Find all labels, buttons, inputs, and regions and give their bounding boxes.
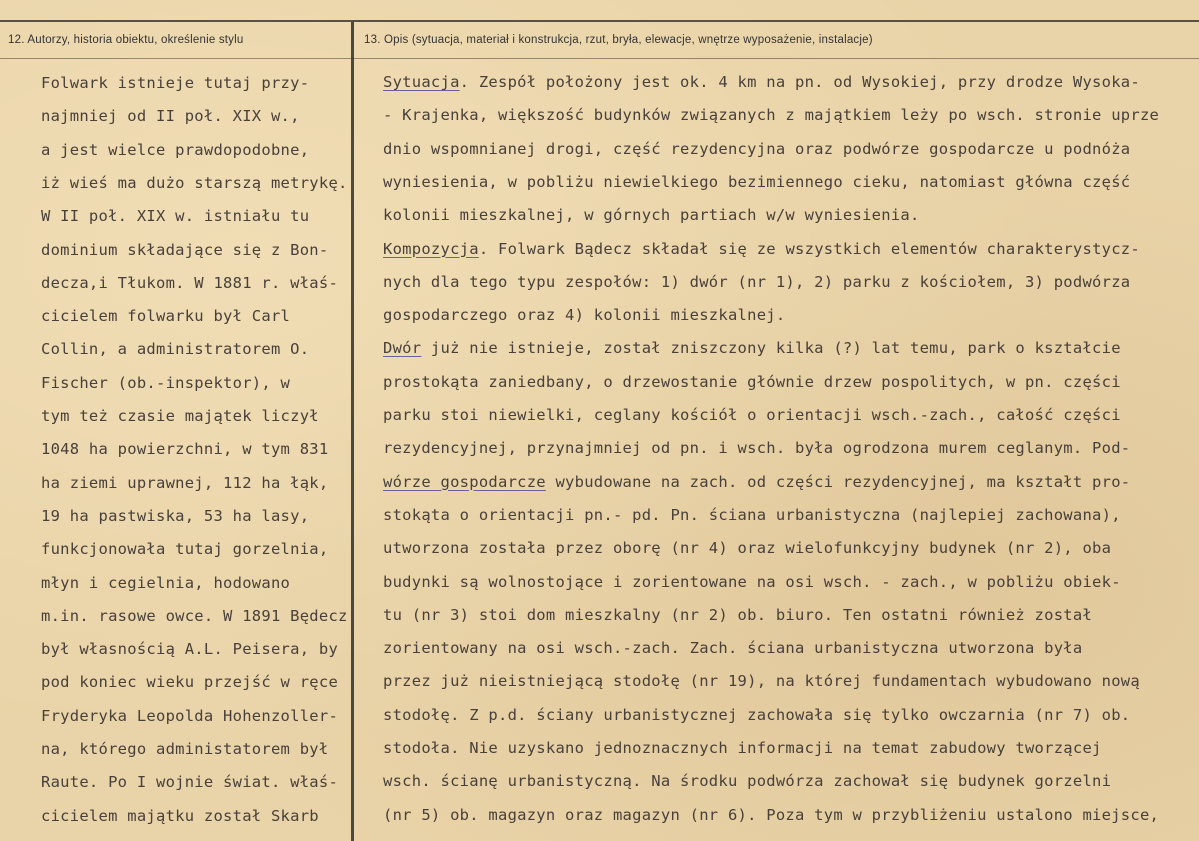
- description-text-line: [383, 572, 1121, 592]
- line-text: budynki są wolnostojące i zorientowane na osi wsch. - zach., w pobliżu obiek-: [383, 572, 1121, 591]
- line-text: wsch. ścianę urbanistyczną. Na środku podwórza zachował się budynek gorzelni: [383, 772, 1112, 791]
- line-text: gospodarczego oraz 4) kolonii mieszkalnej.: [383, 306, 786, 325]
- description-text-line: [383, 372, 1121, 392]
- line-text: wybudowane na zach. od części rezydencyjnej, ma kształt pro-: [545, 472, 1131, 491]
- description-text-line: [383, 538, 1111, 558]
- history-text-line: dominium składające się z Bon-: [41, 240, 329, 259]
- history-text-line: funkcjonowała tutaj gorzelnia,: [41, 540, 329, 559]
- description-text-line: [383, 438, 1130, 458]
- description-text-line: [383, 771, 1111, 791]
- line-text: (nr 5) ob. magazyn oraz magazyn (nr 6). Poza tym w przybliżeniu ustalono miejsce,: [383, 805, 1160, 824]
- history-text-line: a jest wielce prawdopodobne,: [41, 140, 310, 159]
- description-text-line: [383, 272, 1130, 292]
- description-text-line: [383, 305, 785, 325]
- line-text: parku stoi niewielki, ceglany kościół o orientacji wsch.-zach., całość części: [383, 406, 1121, 424]
- line-text: stodołę. Z p.d. ściany urbanistycznej zachowała się tylko owczarnia (nr 7) ob.: [383, 705, 1131, 724]
- line-text: nych dla tego typu zespołów: 1) dwór (nr 1), 2) parku z kościołem, 3) podwórza: [383, 272, 1131, 291]
- description-text-line: [383, 239, 1140, 259]
- column-divider: [351, 22, 354, 841]
- line-text: stokąta o orientacji pn.- pd. Pn. ściana urbanistyczna (najlepiej zachowana),: [383, 505, 1121, 524]
- line-text: tu (nr 3) stoi dom mieszkalny (nr 2) ob. biuro. Ten ostatni również został: [383, 605, 1093, 624]
- line-text: dnio wspomnianej drogi, część rezydencyjna oraz podwórze gospodarcze u podnóża: [383, 139, 1131, 158]
- line-text: stodoła. Nie uzyskano jednoznacznych informacji na temat zabudowy tworzącej: [383, 739, 1102, 757]
- line-text: . Folwark Bądecz składał się ze wszystkich elementów charakterystycz-: [478, 239, 1140, 258]
- description-text-line: [383, 139, 1130, 159]
- history-text-line: pod koniec wieku przejść w ręce: [41, 673, 339, 692]
- history-text-line: na, którego administatorem był: [41, 740, 329, 758]
- description-text-line: [383, 172, 1130, 192]
- line-text: zorientowany na osi wsch.-zach. Zach. ściana urbanistyczna utworzona była: [383, 639, 1083, 658]
- top-border-line: [0, 20, 1199, 22]
- line-text: rezydencyjnej, przynajmniej od pn. i wsch. była ogrodzona murem ceglanym. Pod-: [383, 439, 1131, 458]
- description-text-line: [383, 338, 1121, 358]
- history-text-line: Fischer (ob.-inspektor), w: [41, 373, 291, 392]
- history-text-line: najmniej od II poł. XIX w.,: [41, 107, 300, 126]
- description-text-line: [383, 671, 1140, 691]
- description-text-line: [383, 738, 1102, 758]
- history-text-line: cicielem majątku został Skarb: [41, 806, 319, 825]
- history-text-line: W II poł. XIX w. istniału tu: [41, 207, 310, 226]
- history-text-line: młyn i cegielnia, hodowano: [41, 573, 291, 592]
- history-text-line: ha ziemi uprawnej, 112 ha łąk,: [41, 473, 329, 492]
- history-text-line: tym też czasie majątek liczył: [41, 407, 319, 425]
- field-13-heading: 13. Opis (sytuacja, materiał i konstrukcja, rzut, bryła, elewacje, wnętrze wyposażenie, instalacje): [364, 34, 873, 46]
- description-text-line: [383, 605, 1092, 625]
- line-text: przez już nieistniejącą stodołę (nr 19), na której fundamentach wybudowano nową: [383, 672, 1140, 691]
- history-text-line: m.in. rasowe owce. W 1891 Będecz: [41, 606, 348, 625]
- history-text-line: decza,i Tłukom. W 1881 r. właś-: [41, 273, 339, 292]
- description-text-line: [383, 405, 1121, 425]
- line-text: kolonii mieszkalnej, w górnych partiach w/w wyniesienia.: [383, 206, 920, 225]
- underlined-section-label: Sytuacja: [383, 73, 460, 91]
- underlined-section-label: wórze gospodarcze: [383, 472, 546, 491]
- description-text-line: [383, 805, 1159, 825]
- line-text: już nie istnieje, został zniszczony kilka (?) lat temu, park o kształcie: [421, 339, 1121, 358]
- history-text-line: był własnością A.L. Peisera, by: [41, 640, 339, 659]
- history-text-line: 1048 ha powierzchni, w tym 831: [41, 440, 329, 459]
- line-text: utworzona została przez oborę (nr 4) oraz wielofunkcyjny budynek (nr 2), oba: [383, 539, 1112, 558]
- line-text: - Krajenka, większość budynków związanych z majątkiem leży po wsch. stronie uprze: [383, 106, 1160, 125]
- description-text-line: [383, 472, 1130, 492]
- history-text-line: 19 ha pastwiska, 53 ha lasy,: [41, 506, 310, 525]
- line-text: wyniesienia, w pobliżu niewielkiego bezimiennego cieku, natomiast główna część: [383, 172, 1131, 191]
- description-text-line: [383, 205, 920, 225]
- description-text-line: [383, 638, 1082, 658]
- history-text-line: Raute. Po I wojnie świat. właś-: [41, 773, 339, 792]
- history-text-line: iż wieś ma dużo starszą metrykę.: [41, 173, 348, 192]
- field-12-heading: 12. Autorzy, historia obiektu, określenie stylu: [8, 34, 244, 46]
- line-text: prostokąta zaniedbany, o drzewostanie głównie drzew pospolitych, w pn. części: [383, 372, 1121, 391]
- underlined-section-label: Dwór: [383, 339, 422, 358]
- line-text: . Zespół położony jest ok. 4 km na pn. od Wysokiej, przy drodze Wysoka-: [459, 73, 1140, 91]
- description-text-line: [383, 705, 1130, 725]
- description-text-line: [383, 505, 1121, 525]
- description-text-line: [383, 105, 1159, 125]
- description-text-line: [383, 72, 1140, 92]
- history-text-line: Collin, a administratorem O.: [41, 340, 310, 359]
- underlined-section-label: Kompozycja: [383, 239, 479, 258]
- header-separator-line: [0, 58, 1199, 59]
- history-text-line: Fryderyka Leopolda Hohenzoller-: [41, 706, 339, 725]
- history-text-line: cicielem folwarku był Carl: [41, 307, 291, 326]
- history-text-line: Folwark istnieje tutaj przy-: [41, 74, 310, 92]
